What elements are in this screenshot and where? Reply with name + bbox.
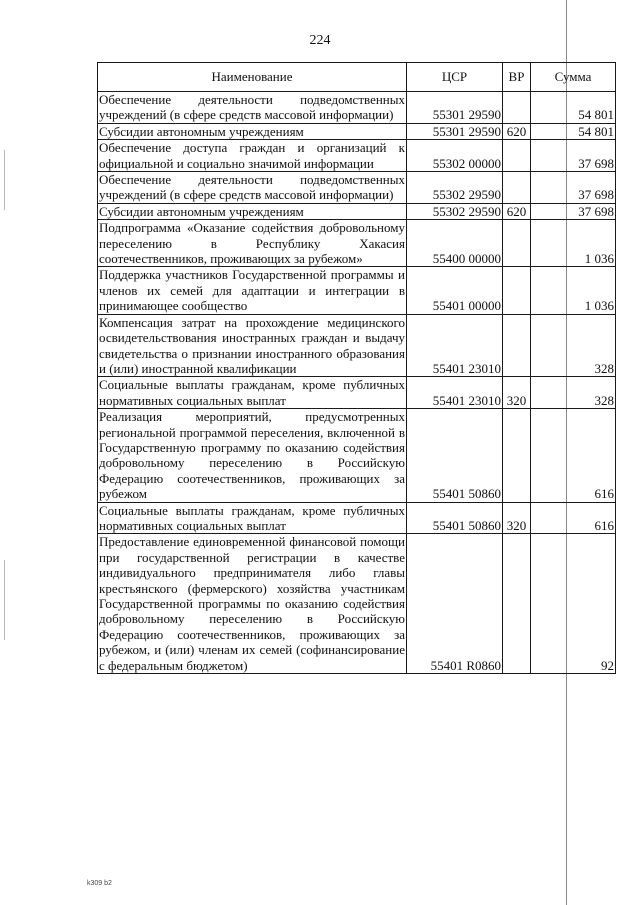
cell-vr: 320 (503, 502, 531, 534)
cell-name: Субсидии автономным учреждениям (98, 123, 407, 139)
table-row (98, 409, 616, 502)
cell-name: Предоставление единовременной финансовой помощи при государственной регистрации в качестве индивидуального предпринимателя либо главы крестьянского (фермерского) хозяйства участникам Государственной программы по оказанию содействия добровольному переселению в Российскую Федерацию соотечественников, проживающих за рубежом, и (или) членам их семей (софинансирование с федеральным бюджетом) (99, 534, 405, 673)
cell-name: Субсидии автономным учреждениям (98, 203, 407, 219)
header-vr: ВР (503, 63, 531, 92)
table-row (98, 220, 616, 267)
cell-sum: 37 698 (531, 140, 616, 172)
cell-name: Обеспечение деятельности подведомственных учреждений (в сфере средств массовой информации) (99, 172, 405, 203)
cell-sum: 616 (531, 502, 616, 534)
scan-edge-mark (4, 560, 5, 640)
cell-sum: 54 801 (531, 123, 616, 139)
table-row (98, 314, 616, 377)
cell-name: Социальные выплаты гражданам, кроме публичных нормативных социальных выплат (99, 377, 405, 408)
page-number: 224 (309, 33, 331, 48)
cell-vr: 620 (503, 123, 531, 139)
cell-name: Поддержка участников Государственной программы и членов их семей для адаптации и интеграции в принимающее сообщество (99, 267, 405, 314)
document-code: k309 b2 (87, 880, 112, 887)
table-row (98, 92, 616, 124)
table-row (98, 377, 616, 409)
cell-sum: 1 036 (531, 220, 616, 267)
cell-sum: 616 (531, 409, 616, 502)
cell-vr (503, 534, 531, 674)
budget-table (97, 62, 616, 674)
cell-csr: 55401 23010 (407, 377, 503, 409)
scan-edge-mark (4, 150, 5, 210)
cell-csr: 55301 29590 (407, 92, 503, 124)
cell-csr: 55400 00000 (407, 220, 503, 267)
cell-name: Социальные выплаты гражданам, кроме публичных нормативных социальных выплат (99, 502, 405, 533)
cell-name: Реализация мероприятий, предусмотренных региональной программой переселения, включенной в Государственную программу по оказанию содействия добровольному переселению в Российскую Федерацию соотечественников, проживающих за рубежом (99, 409, 405, 502)
header-csr: ЦСР (407, 63, 503, 92)
table-row (98, 534, 616, 674)
cell-name: Компенсация затрат на прохождение медицинского освидетельствования иностранных граждан и выдачу свидетельства о признании иностранного образования и (или) иностранной квалификации (99, 314, 405, 376)
cell-vr (503, 220, 531, 267)
cell-csr: 55401 50860 (407, 409, 503, 502)
table-row (98, 123, 616, 139)
cell-name: Подпрограмма «Оказание содействия добровольному переселению в Республику Хакасия соотечественников, проживающих за рубежом» (99, 220, 405, 267)
cell-csr: 55401 R0860 (407, 534, 503, 674)
table-row (98, 267, 616, 314)
header-sum: Сумма (531, 63, 616, 92)
table-row (98, 140, 616, 172)
cell-sum: 37 698 (531, 203, 616, 219)
cell-vr (503, 267, 531, 314)
cell-csr: 55302 00000 (407, 140, 503, 172)
cell-csr: 55302 29590 (407, 203, 503, 219)
cell-vr: 320 (503, 377, 531, 409)
table-row (98, 502, 616, 534)
cell-sum: 328 (531, 314, 616, 377)
cell-sum: 1 036 (531, 267, 616, 314)
cell-sum: 92 (531, 534, 616, 674)
cell-vr (503, 140, 531, 172)
cell-sum: 54 801 (531, 92, 616, 124)
cell-vr (503, 172, 531, 204)
cell-vr (503, 409, 531, 502)
cell-csr: 55301 29590 (407, 123, 503, 139)
cell-vr (503, 314, 531, 377)
cell-vr (503, 92, 531, 124)
table-row (98, 172, 616, 204)
cell-sum: 37 698 (531, 172, 616, 204)
cell-sum: 328 (531, 377, 616, 409)
cell-csr: 55401 00000 (407, 267, 503, 314)
cell-csr: 55401 23010 (407, 314, 503, 377)
table-body (98, 92, 616, 674)
cell-name: Обеспечение деятельности подведомственных учреждений (в сфере средств массовой информации) (99, 92, 405, 123)
cell-csr: 55302 29590 (407, 172, 503, 204)
cell-vr: 620 (503, 203, 531, 219)
header-name: Наименование (98, 63, 407, 92)
table-row (98, 203, 616, 219)
table-header-row (98, 63, 616, 92)
cell-name: Обеспечение доступа граждан и организаций к официальной и социально значимой информации (99, 140, 405, 171)
cell-csr: 55401 50860 (407, 502, 503, 534)
